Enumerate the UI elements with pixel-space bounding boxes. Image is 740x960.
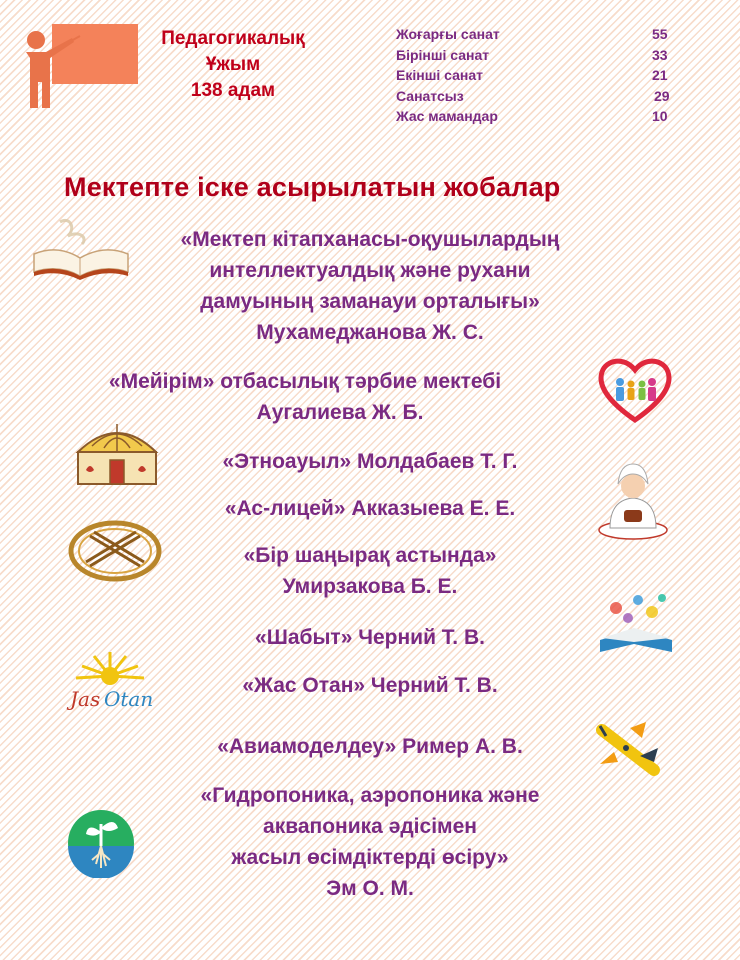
- svg-text:Otan: Otan: [104, 687, 154, 711]
- stat-value: 10: [652, 108, 668, 124]
- project-library-title: дамуының заманауи орталығы»: [200, 290, 540, 313]
- hydroponics-logo-icon: [66, 808, 136, 878]
- header-title: Педагогикалық: [161, 28, 305, 49]
- stat-row: [396, 67, 686, 88]
- stat-label: Екінші санат: [396, 67, 483, 83]
- project-avia: «Авиамоделдеу» Ример А. В.: [217, 735, 523, 758]
- stat-value: 33: [652, 46, 668, 63]
- airplane-model-icon: [596, 718, 666, 784]
- project-shanyrak-title: «Бір шаңырақ астында»: [243, 544, 497, 567]
- stat-value: 29: [654, 87, 670, 104]
- svg-text:Jas: Jas: [70, 687, 101, 711]
- grandmother-icon: [596, 460, 670, 540]
- stat-value: 21: [652, 67, 668, 83]
- yurt-icon: [74, 418, 160, 488]
- family-heart-icon: [596, 354, 674, 424]
- header-count: 138 адам: [190, 80, 276, 101]
- project-zhasotan: «Жас Отан» Черний Т. В.: [242, 674, 498, 697]
- project-meyirim-author: Аугалиева Ж. Б.: [256, 401, 424, 424]
- project-library-title: «Мектеп кітапханасы-оқушылардың: [180, 228, 560, 251]
- project-shanyrak-author: Умирзакова Б. Е.: [282, 575, 458, 598]
- stat-row: [396, 88, 686, 109]
- project-library-author: Мухамеджанова Ж. С.: [256, 321, 484, 344]
- stat-row: [396, 26, 686, 47]
- stat-row: [396, 47, 686, 68]
- stat-label: Бірінші санат: [396, 46, 490, 63]
- page-title: Мектепте іске асырылатын жобалар: [64, 172, 561, 202]
- header-subtitle: Ұжым: [205, 54, 261, 75]
- project-aslicei: «Ас-лицей» Акказыева Е. Е.: [224, 497, 516, 520]
- open-book-icon: [30, 214, 132, 282]
- project-hydro-author: Эм О. М.: [326, 877, 414, 900]
- project-hydro-title: аквапоника әдісімен: [263, 815, 477, 838]
- staff-stats: [396, 26, 686, 129]
- project-meyirim-title: «Мейірім» отбасылық тәрбие мектебі: [108, 370, 502, 393]
- project-ethno: «Этноауыл» Молдабаев Т. Г.: [222, 450, 518, 473]
- project-library-title: интеллектуалдық және рухани: [209, 259, 531, 282]
- jas-otan-logo-icon: [64, 646, 158, 716]
- project-hydro-title: «Гидропоника, аэропоника және: [200, 784, 540, 807]
- stat-label: Жас мамандар: [396, 108, 498, 124]
- inspiration-book-icon: [592, 590, 678, 660]
- stat-value: 55: [652, 26, 668, 42]
- stat-label: Жоғарғы санат: [396, 26, 500, 42]
- project-shabyt: «Шабыт» Черний Т. В.: [255, 626, 485, 649]
- project-hydro-title: жасыл өсімдіктерді өсіру»: [231, 846, 509, 869]
- teacher-board-icon: [14, 22, 139, 110]
- stat-label: Санатсыз: [396, 87, 464, 104]
- shanyrak-icon: [68, 520, 162, 582]
- stat-row: [396, 108, 686, 129]
